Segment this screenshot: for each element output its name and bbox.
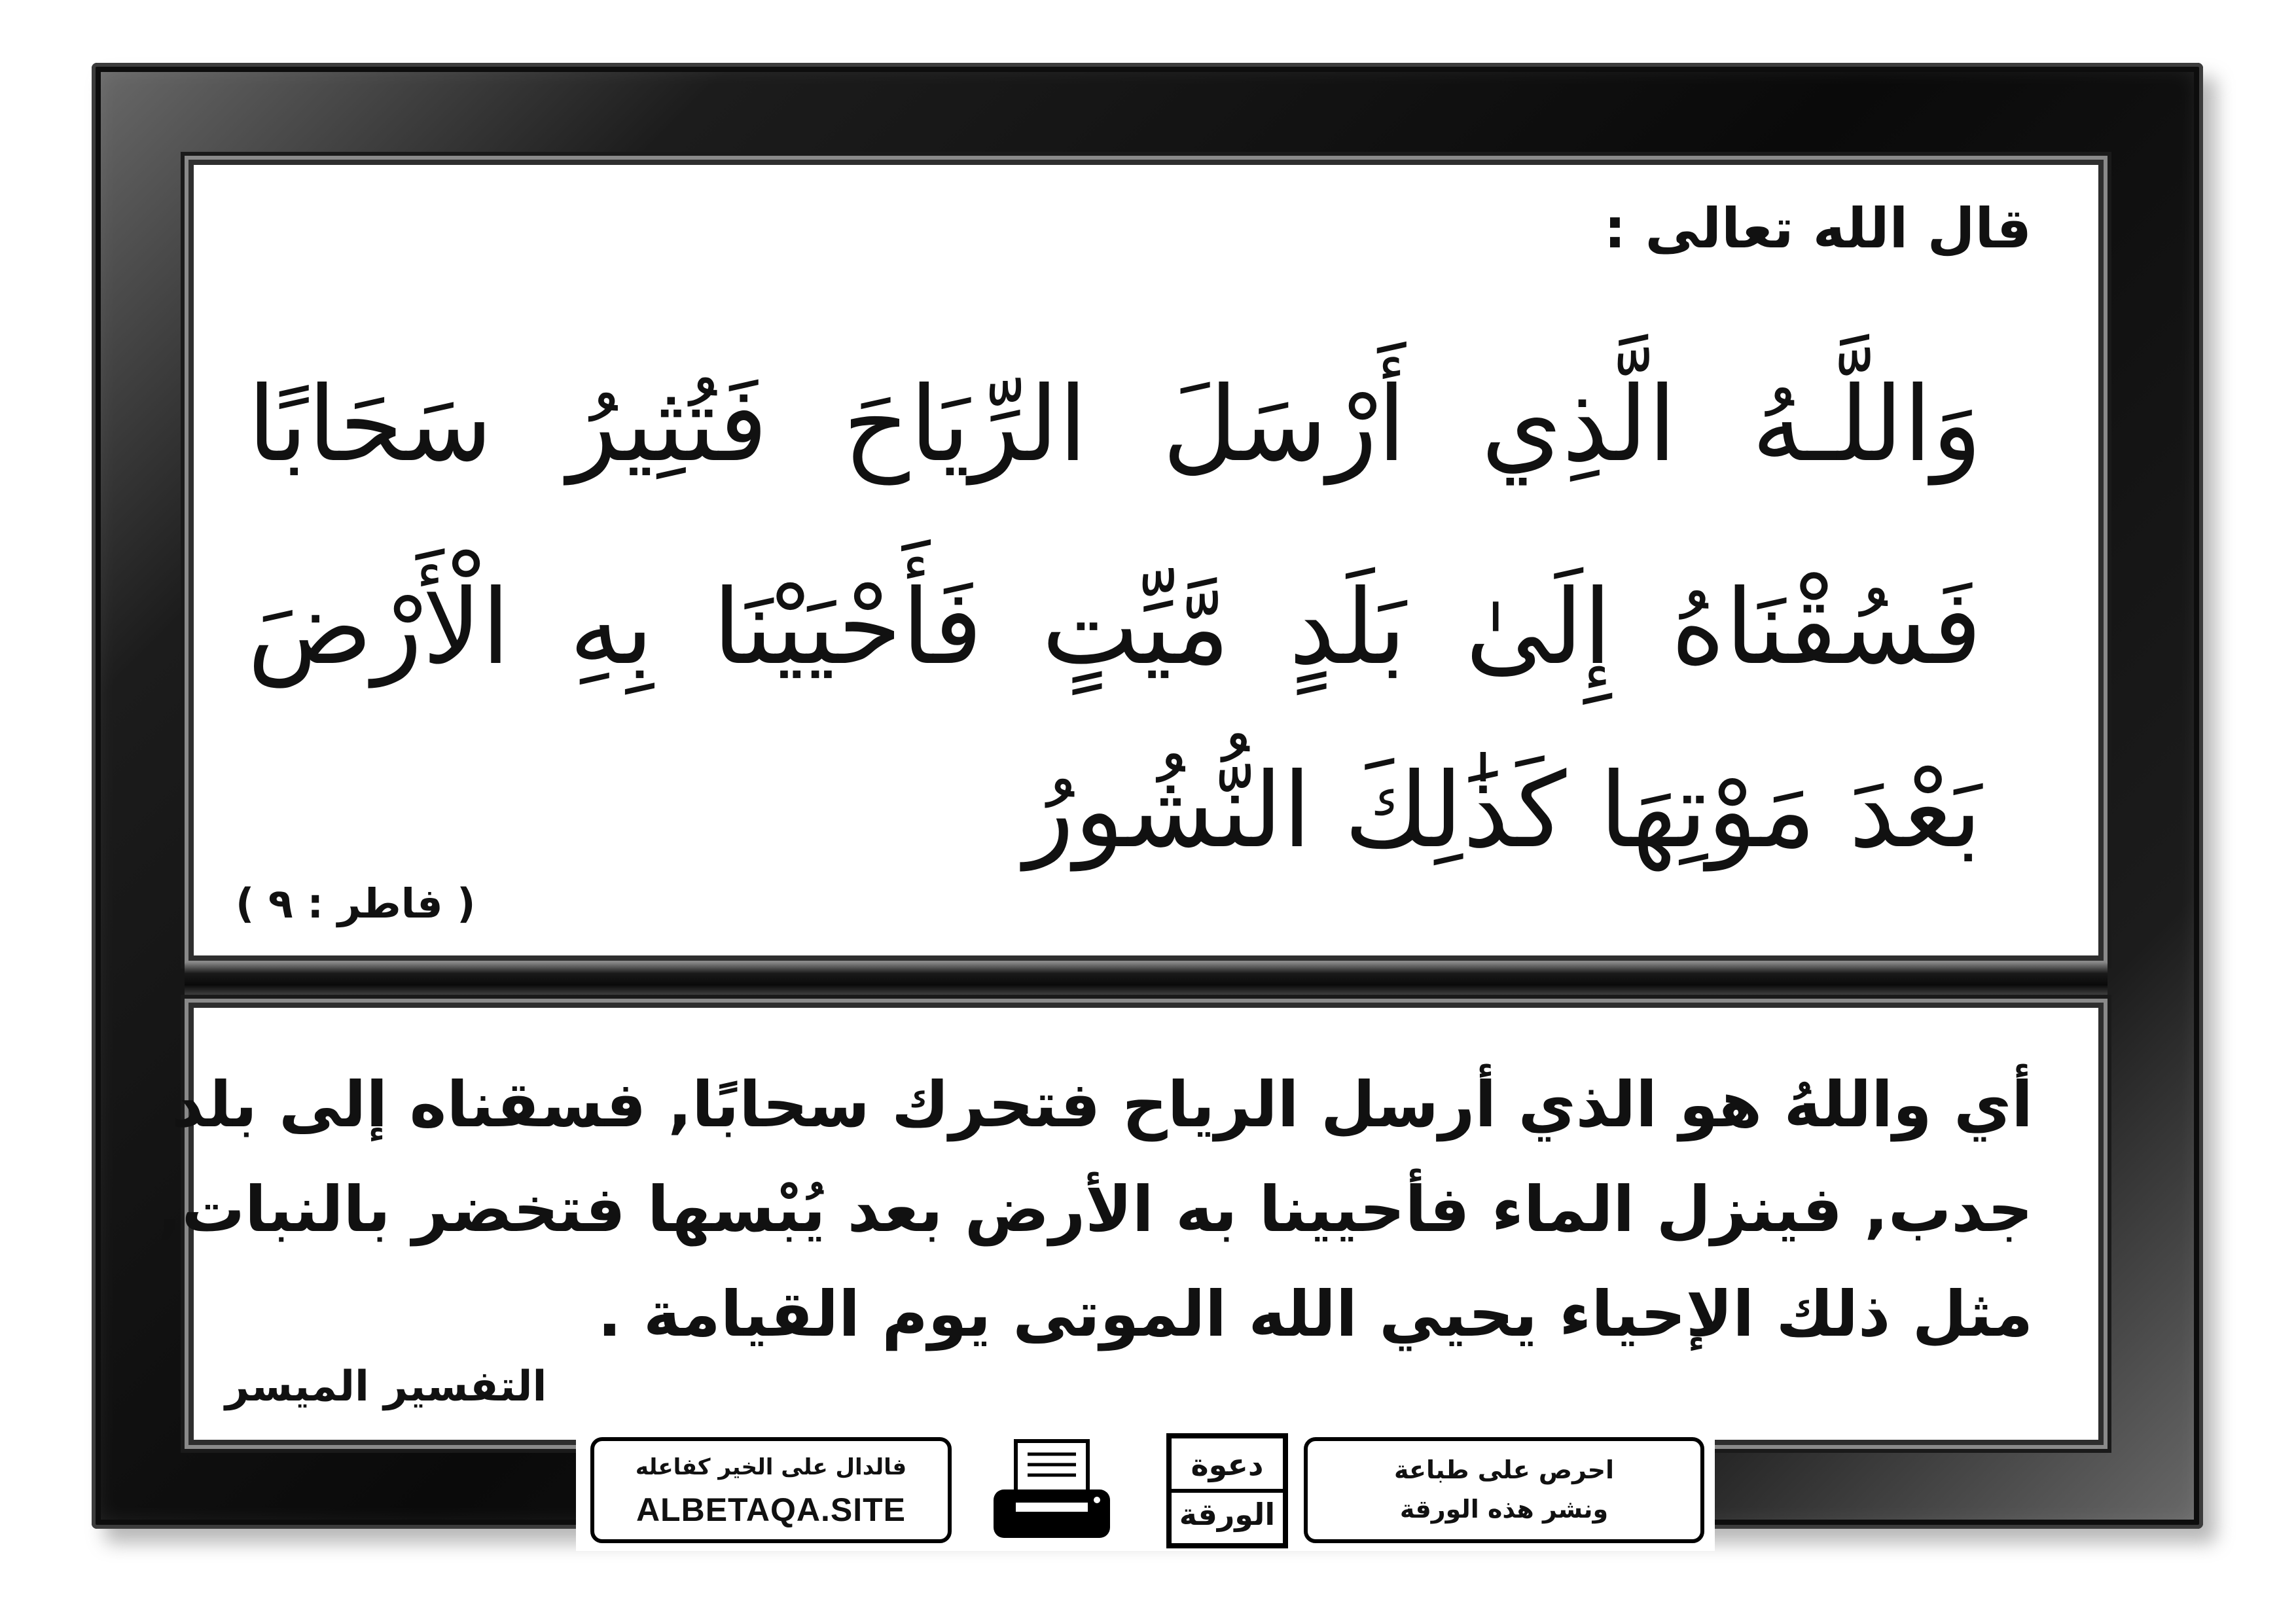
footer-print-line-2: ونشر هذه الورقة [1399, 1495, 1609, 1524]
footer-print-line-1: احرص على طباعة [1393, 1455, 1615, 1484]
tafsir-line-1: أي واللهُ هو الذي أرسل الرياح فتحرك سحابًا, فسقناه إلى بلد [171, 1068, 2033, 1141]
tafsir-source: التفسير الميسر [225, 1363, 547, 1411]
footer-site-box [590, 1437, 952, 1543]
printer-icon [990, 1437, 1114, 1542]
tafsir-line-3: مثل ذلك الإحياء يحيي الله الموتى يوم القيامة . [598, 1277, 2033, 1351]
logo-lettering: دعوة الورقة [1179, 1447, 1276, 1532]
verse-reference: ( فاطر : ٩ ) [236, 880, 476, 927]
footer-print-box [1304, 1437, 1704, 1543]
tafsir-line-2: جدب, فينزل الماء فأحيينا به الأرض بعد يُبْسها فتخضر بالنبات, [158, 1173, 2033, 1246]
footer-slogan: فالدال على الخير كفاعله [635, 1454, 907, 1480]
verse-line-3: بَعْدَ مَوْتِهَا كَذَٰلِكَ النُّشُورُ [1024, 751, 1982, 871]
intro-heading: قال الله تعالى : [1604, 196, 2032, 260]
frame-divider [185, 962, 2108, 1000]
footer-site-link[interactable]: ALBETAQA.SITE [636, 1491, 906, 1528]
verse-line-1: وَاللَّـهُ الَّذِي أَرْسَلَ الرِّيَاحَ فَتُثِيرُ سَحَابًا [247, 365, 1982, 485]
verse-line-2: فَسُقْنَاهُ إِلَىٰ بَلَدٍ مَّيِّتٍ فَأَحْيَيْنَا بِهِ الْأَرْضَ [247, 567, 1982, 688]
